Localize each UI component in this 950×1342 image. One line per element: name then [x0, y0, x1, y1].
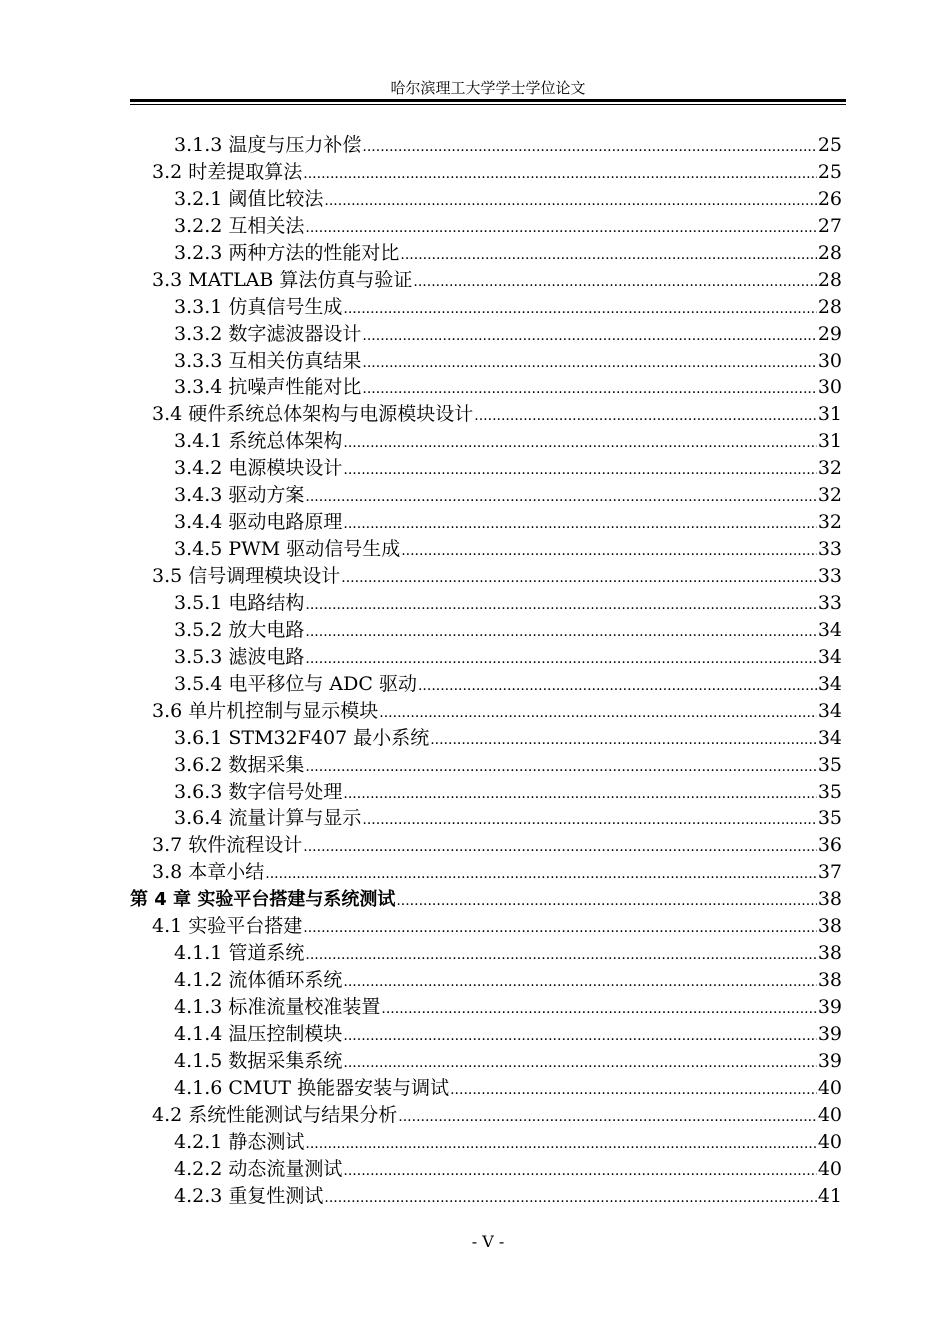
toc-leader-dots [343, 969, 816, 995]
toc-entry-page: 41 [817, 1184, 842, 1207]
toc-entry[interactable] [130, 590, 842, 617]
toc-entry[interactable] [130, 1021, 842, 1048]
toc-entry[interactable] [130, 1048, 842, 1075]
toc-entry[interactable] [130, 482, 842, 509]
toc-entry[interactable] [130, 617, 842, 644]
toc-leader-dots [362, 350, 816, 376]
toc-entry-title: 3.5 信号调理模块设计 [152, 565, 341, 587]
toc-entry[interactable] [130, 994, 842, 1021]
toc-entry-title: 3.6.2 数据采集 [174, 753, 305, 776]
toc-entry-title: 3.3.3 互相关仿真结果 [174, 349, 362, 372]
toc-entry[interactable] [130, 240, 842, 267]
toc-entry-page: 33 [817, 591, 842, 614]
toc-entry-title: 4.2 系统性能测试与结果分析 [152, 1103, 398, 1126]
toc-entry[interactable] [130, 752, 842, 779]
toc-leader-dots [305, 592, 816, 618]
toc-entry-title: 4.1.1 管道系统 [174, 942, 305, 965]
toc-entry[interactable] [130, 671, 842, 698]
toc-leader-dots [324, 1185, 816, 1211]
toc-leader-dots [265, 861, 817, 887]
toc-entry-page: 33 [817, 565, 842, 587]
toc-entry-title: 3.8 本章小结 [152, 861, 265, 884]
toc-entry-page: 33 [817, 538, 842, 561]
toc-entry-page: 38 [817, 969, 842, 992]
toc-entry-page: 25 [817, 160, 842, 183]
toc-entry-page: 28 [817, 295, 842, 318]
toc-entry[interactable] [130, 805, 842, 832]
toc-leader-dots [381, 996, 816, 1022]
toc-entry-page: 40 [817, 1076, 842, 1099]
toc-entry-page: 40 [817, 1157, 842, 1180]
toc-leader-dots [474, 403, 817, 429]
toc-leader-dots [396, 888, 816, 914]
toc-entry-title: 3.5.3 滤波电路 [174, 645, 305, 668]
toc-entry-page: 34 [817, 618, 842, 641]
toc-leader-dots [343, 1158, 816, 1184]
toc-entry-title: 3.1.3 温度与压力补偿 [174, 134, 362, 156]
toc-leader-dots [305, 942, 816, 968]
toc-entry-title: 3.3.4 抗噪声性能对比 [174, 376, 362, 399]
toc-entry[interactable] [130, 132, 842, 159]
toc-entry[interactable] [130, 644, 842, 671]
toc-entry-title: 3.3 MATLAB 算法仿真与验证 [152, 268, 413, 291]
toc-leader-dots [324, 188, 816, 214]
toc-leader-dots [303, 915, 817, 941]
toc-entry-title: 3.3.2 数字滤波器设计 [174, 322, 362, 345]
toc-leader-dots [343, 296, 816, 322]
toc-leader-dots [303, 161, 817, 187]
toc-leader-dots [305, 619, 816, 645]
toc-entry-title: 4.2.1 静态测试 [174, 1130, 305, 1153]
toc-entry[interactable] [130, 536, 842, 563]
toc-entry-page: 40 [817, 1103, 842, 1126]
running-header: 哈尔滨理工大学学士学位论文 [390, 79, 586, 97]
toc-entry-page: 30 [817, 376, 842, 399]
toc-entry-page: 35 [817, 780, 842, 803]
toc-entry-page: 28 [817, 268, 842, 291]
toc-entry-page: 34 [817, 645, 842, 668]
toc-entry-page: 40 [817, 1130, 842, 1153]
toc-entry[interactable] [130, 213, 842, 240]
toc-entry-page: 34 [817, 672, 842, 695]
toc-entry-page: 28 [817, 241, 842, 264]
toc-entry[interactable] [130, 967, 842, 994]
toc-leader-dots [362, 323, 816, 349]
toc-entry-page: 34 [817, 726, 842, 749]
toc-leader-dots [450, 1077, 817, 1103]
toc-leader-dots [303, 834, 817, 860]
toc-entry[interactable] [130, 321, 842, 348]
toc-entry[interactable] [130, 940, 842, 967]
toc-leader-dots [400, 242, 816, 268]
toc-entry-title: 3.4.2 电源模块设计 [174, 457, 343, 480]
toc-entry[interactable] [130, 1156, 842, 1183]
toc-entry-page: 37 [817, 861, 842, 884]
toc-entry[interactable] [130, 1075, 842, 1102]
toc-entry[interactable] [130, 294, 842, 321]
toc-entry[interactable] [130, 859, 842, 886]
toc-entry[interactable] [130, 374, 842, 401]
toc-entry[interactable] [130, 886, 842, 913]
toc-entry-title: 4.2.3 重复性测试 [174, 1184, 324, 1207]
toc-entry[interactable] [130, 267, 842, 294]
toc-leader-dots [362, 134, 816, 160]
toc-entry-page: 25 [817, 134, 842, 156]
toc-entry-title: 3.6.4 流量计算与显示 [174, 807, 362, 830]
toc-entry-page: 35 [817, 753, 842, 776]
toc-leader-dots [343, 1050, 816, 1076]
toc-entry[interactable] [130, 186, 842, 213]
toc-leader-dots [305, 754, 816, 780]
toc-entry-title: 3.4.4 驱动电路原理 [174, 511, 343, 534]
toc-entry-page: 32 [817, 511, 842, 534]
toc-entry-title: 3.7 软件流程设计 [152, 834, 303, 857]
toc-leader-dots [343, 1023, 816, 1049]
toc-entry-page: 39 [817, 996, 842, 1018]
toc-entry[interactable] [130, 1183, 842, 1210]
toc-leader-dots [343, 430, 816, 456]
toc-leader-dots [362, 807, 816, 833]
toc-entry[interactable] [130, 401, 842, 428]
toc-leader-dots [413, 269, 816, 295]
toc-entry-title: 3.6.3 数字信号处理 [174, 780, 343, 803]
toc-entry-title: 3.5.1 电路结构 [174, 591, 305, 614]
toc-entry-page: 35 [817, 807, 842, 830]
toc-entry-page: 30 [817, 349, 842, 372]
toc-entry-title: 3.4.1 系统总体架构 [174, 430, 343, 453]
toc-entry-title: 4.1.2 流体循环系统 [174, 969, 343, 992]
toc-leader-dots [362, 376, 816, 402]
toc-entry-title: 3.5.4 电平移位与 ADC 驱动 [174, 672, 417, 695]
toc-entry[interactable] [130, 913, 842, 940]
toc-entry-page: 36 [817, 834, 842, 857]
toc-entry[interactable] [130, 348, 842, 375]
toc-entry-title: 3.2.1 阈值比较法 [174, 187, 324, 210]
toc-leader-dots [401, 538, 817, 564]
toc-entry[interactable] [130, 563, 842, 590]
toc-leader-dots [305, 1131, 816, 1157]
toc-entry-page: 27 [817, 214, 842, 237]
toc-entry-page: 29 [817, 322, 842, 345]
toc-entry-page: 31 [817, 403, 842, 426]
page-number: - V - [471, 1232, 505, 1251]
toc-entry-page: 38 [817, 942, 842, 965]
toc-entry[interactable] [130, 455, 842, 482]
toc-leader-dots [379, 700, 817, 726]
toc-entry-title: 3.2.2 互相关法 [174, 214, 305, 237]
header-rule-thin [130, 104, 846, 105]
toc-entry-page: 34 [817, 699, 842, 722]
toc-entry-title: 4.2.2 动态流量测试 [174, 1157, 343, 1180]
toc-leader-dots [305, 215, 816, 241]
toc-entry-title: 第 4 章 实验平台搭建与系统测试 [130, 889, 396, 911]
toc-entry[interactable] [130, 698, 842, 725]
toc-entry-title: 3.4.5 PWM 驱动信号生成 [174, 538, 401, 561]
table-of-contents [130, 132, 842, 1210]
header-rule-thick [130, 99, 846, 102]
toc-entry-page: 26 [817, 187, 842, 210]
toc-entry-page: 38 [817, 915, 842, 938]
toc-entry-title: 4.1.5 数据采集系统 [174, 1049, 343, 1072]
toc-entry-page: 39 [817, 1022, 842, 1045]
toc-entry-title: 3.6 单片机控制与显示模块 [152, 699, 379, 722]
toc-entry[interactable] [130, 725, 842, 752]
toc-entry-title: 3.3.1 仿真信号生成 [174, 295, 343, 318]
toc-entry-page: 32 [817, 484, 842, 507]
toc-entry-title: 3.5.2 放大电路 [174, 618, 305, 641]
toc-entry-title: 3.2.3 两种方法的性能对比 [174, 241, 400, 264]
toc-entry[interactable] [130, 159, 842, 186]
toc-leader-dots [398, 1104, 817, 1130]
toc-entry-title: 4.1 实验平台搭建 [152, 915, 303, 938]
toc-leader-dots [343, 781, 816, 807]
toc-entry-page: 38 [817, 888, 842, 911]
toc-entry-page: 32 [817, 457, 842, 480]
toc-entry[interactable] [130, 832, 842, 859]
toc-leader-dots [430, 727, 817, 753]
toc-leader-dots [418, 673, 817, 699]
toc-entry-title: 3.6.1 STM32F407 最小系统 [174, 726, 430, 749]
toc-leader-dots [343, 511, 816, 537]
toc-entry-title: 3.2 时差提取算法 [152, 160, 303, 183]
toc-entry[interactable] [130, 509, 842, 536]
toc-entry-page: 31 [817, 430, 842, 453]
toc-entry[interactable] [130, 1102, 842, 1129]
toc-leader-dots [341, 565, 817, 591]
toc-leader-dots [343, 457, 816, 483]
toc-entry[interactable] [130, 1129, 842, 1156]
toc-leader-dots [305, 484, 816, 510]
toc-entry-title: 4.1.6 CMUT 换能器安装与调试 [174, 1076, 450, 1099]
toc-entry[interactable] [130, 428, 842, 455]
toc-entry-title: 4.1.4 温压控制模块 [174, 1022, 343, 1045]
toc-entry-title: 3.4 硬件系统总体架构与电源模块设计 [152, 403, 474, 426]
toc-entry-page: 39 [817, 1049, 842, 1072]
toc-entry-title: 4.1.3 标准流量校准装置 [174, 996, 381, 1018]
toc-entry-title: 3.4.3 驱动方案 [174, 484, 305, 507]
toc-leader-dots [305, 646, 816, 672]
toc-entry[interactable] [130, 779, 842, 806]
